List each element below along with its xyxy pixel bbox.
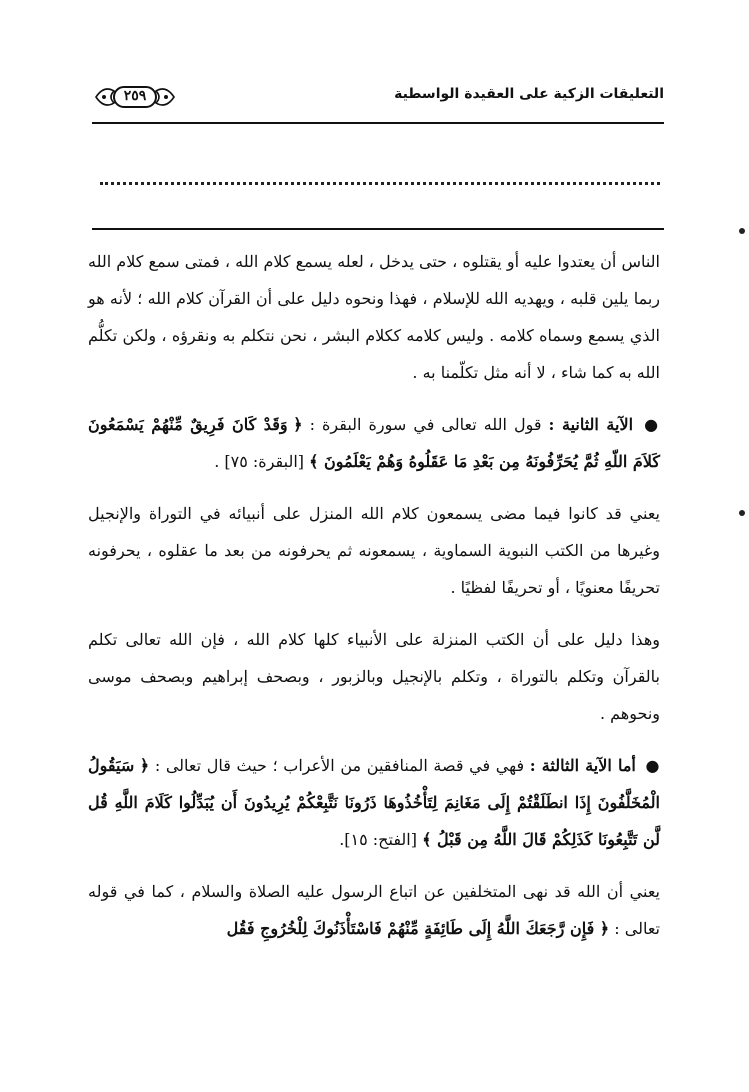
page-body	[88, 243, 660, 962]
paragraph-4	[88, 621, 660, 732]
paragraph-text: قول الله تعالى في سورة البقرة :	[309, 415, 542, 434]
verse-reference: [الفتح: ١٥].	[339, 830, 417, 849]
paragraph-text: فهي في قصة المنافقين من الأعراب ؛ حيث قال تعالى :	[154, 756, 525, 775]
quran-verse: ﴿ وَقَدْ كَانَ فَرِيقٌ مِّنْهُمْ يَسْمَعُونَ كَلاَمَ اللّهِ ثُمَّ يُحَرِّفُونَهُ مِن بَعْدِ مَا عَقَلُوهُ وَهُمْ يَعْلَمُونَ ﴾	[88, 415, 660, 471]
verse-reference: [البقرة: ٧٥] .	[214, 452, 304, 471]
bullet-icon: ●	[645, 756, 660, 775]
paragraph-6	[88, 873, 660, 947]
quran-verse: ﴿ سَيَقُولُ الْمُخَلَّفُونَ إِذَا انطَلَقْتُمْ إِلَى مَغَانِمَ لِتَأْخُذُوهَا ذَرُونَا نَتَّبِعْكُمْ يُرِيدُونَ أَن يُبَدِّلُوا كَلَامَ اللَّهِ قُل لَّن تَتَّبِعُونَا كَذَلِكُمْ قَالَ اللَّهُ مِن قَبْلُ ﴾	[88, 756, 660, 849]
quran-verse: ﴿ فَإِن رَّجَعَكَ اللَّهُ إِلَى طَائِفَةٍ مِّنْهُمْ فَاسْتَأْذَنُوكَ لِلْخُرُوجِ فَقُل	[226, 919, 610, 938]
paragraph-text: يعني قد كانوا فيما مضى يسمعون كلام الله المنزل على أنبيائه في التوراة والإنجيل وغيرها من الكتب النبوية السماوية ، يسمعونه ثم يحرفونه من بعد ما عقلوه ، يحرفونه تحريفًا معنويًا ، أو تحريفًا لفظيًا .	[88, 504, 661, 597]
paragraph-lead: أما الآية الثالثة :	[529, 756, 636, 775]
paragraph-1	[88, 243, 660, 391]
page-number-badge	[92, 82, 178, 112]
section-divider	[92, 228, 664, 230]
running-title: التعليقات الزكية على العقيدة الواسطية	[394, 86, 664, 102]
paragraph-3	[88, 495, 660, 606]
scan-edge-mark	[739, 228, 745, 234]
scan-edge-mark	[739, 510, 745, 516]
paragraph-text: يعني أن الله قد نهى المتخلفين عن اتباع الرسول عليه الصلاة والسلام ، كما في قوله تعالى :	[88, 882, 660, 938]
header-rule	[92, 122, 664, 124]
dotted-separator	[100, 182, 660, 185]
paragraph-text: الناس أن يعتدوا عليه أو يقتلوه ، حتى يدخل ، لعله يسمع كلام الله ، فمتى سمع كلام الله ربما يلين قلبه ، ويهديه الله للإسلام ، فهذا ونحوه دليل على أن القرآن كلام الله ؛ لأنه هو الذي يسمع وسماه كلامه . وليس كلامه ككلام البشر ، نحن نتكلم به ونقرؤه ، ولكن تكلُّم الله به كما شاء ، لا أنه مثل تكلّمنا به .	[88, 252, 660, 382]
paragraph-text: وهذا دليل على أن الكتب المنزلة على الأنبياء كلها كلام الله ، فإن الله تعالى تكلم بالقرآن وتكلم بالتوراة ، وتكلم بالإنجيل وبالزبور ، وبصحف إبراهيم وبصحف موسى ونحوهم .	[88, 630, 660, 723]
paragraph-verse-2	[88, 406, 660, 480]
paragraph-verse-3	[88, 747, 660, 858]
page-number: ٢٥٩	[123, 88, 147, 104]
paragraph-lead: الآية الثانية :	[548, 415, 634, 434]
page-header	[92, 82, 664, 122]
bullet-icon: ●	[644, 415, 661, 434]
